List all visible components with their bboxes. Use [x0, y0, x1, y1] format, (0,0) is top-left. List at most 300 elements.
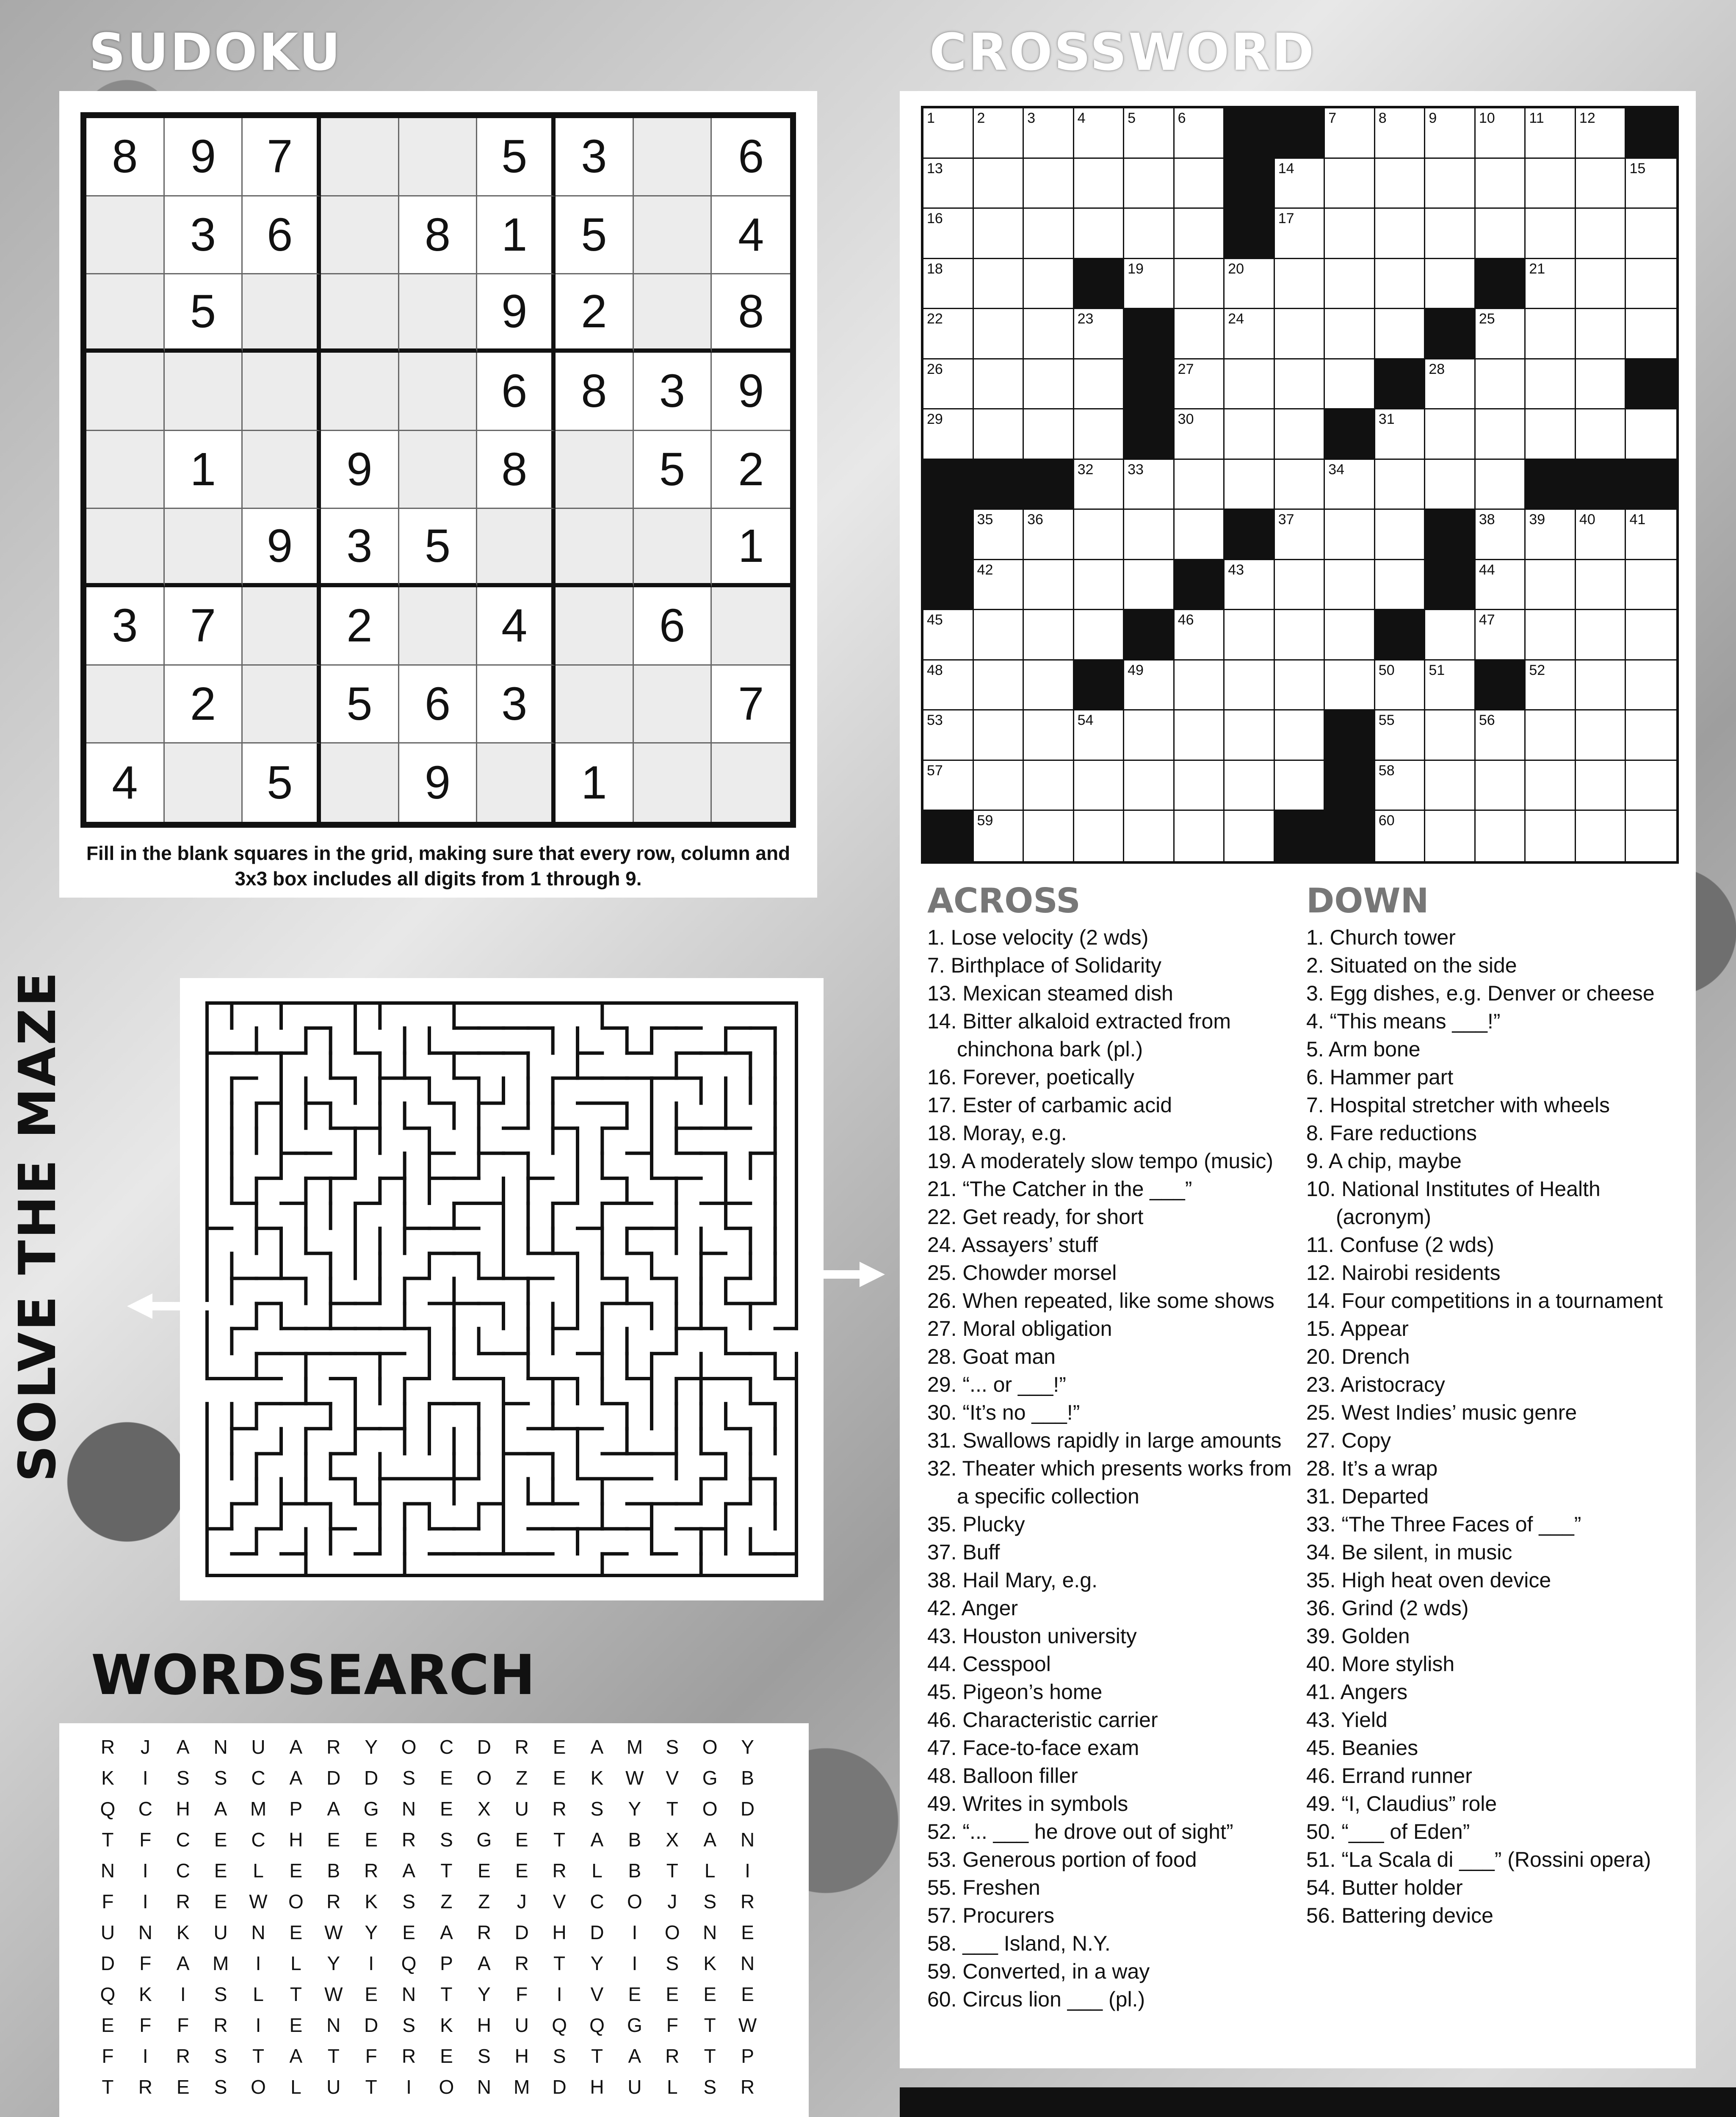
- crossword-cell[interactable]: [1225, 811, 1275, 861]
- crossword-cell[interactable]: [1124, 761, 1175, 811]
- crossword-cell[interactable]: [1024, 811, 1074, 861]
- crossword-cell[interactable]: [923, 409, 974, 460]
- wordsearch-letter[interactable]: O: [288, 1890, 304, 1912]
- wordsearch-letter[interactable]: C: [138, 1798, 152, 1820]
- crossword-cell[interactable]: [923, 710, 974, 761]
- wordsearch-letter[interactable]: S: [402, 2014, 415, 2036]
- sudoku-cell[interactable]: [556, 666, 634, 744]
- crossword-cell[interactable]: [1626, 510, 1676, 560]
- crossword-cell[interactable]: [1526, 359, 1576, 410]
- wordsearch-letter[interactable]: R: [401, 2045, 416, 2067]
- sudoku-cell[interactable]: [321, 353, 399, 431]
- sudoku-cell[interactable]: 4: [86, 743, 165, 822]
- crossword-cell[interactable]: [1175, 811, 1225, 861]
- wordsearch-letter[interactable]: F: [666, 2014, 678, 2036]
- crossword-cell[interactable]: [1526, 159, 1576, 209]
- wordsearch-letter[interactable]: I: [180, 1983, 186, 2005]
- crossword-cell[interactable]: [1476, 610, 1526, 661]
- crossword-cell[interactable]: [1375, 259, 1426, 310]
- wordsearch-letter[interactable]: E: [365, 1829, 378, 1851]
- wordsearch-letter[interactable]: V: [590, 1983, 604, 2005]
- crossword-cell[interactable]: [1024, 610, 1074, 661]
- crossword-cell[interactable]: [1175, 460, 1225, 510]
- crossword-cell[interactable]: [1576, 761, 1626, 811]
- crossword-cell[interactable]: [1425, 159, 1476, 209]
- wordsearch-letter[interactable]: U: [326, 2076, 341, 2098]
- wordsearch-letter[interactable]: D: [364, 2014, 379, 2036]
- wordsearch-letter[interactable]: T: [704, 2014, 716, 2036]
- wordsearch-letter[interactable]: W: [324, 1921, 343, 1943]
- crossword-cell[interactable]: [1024, 661, 1074, 711]
- crossword-cell[interactable]: [1024, 159, 1074, 209]
- crossword-cell[interactable]: [1175, 159, 1225, 209]
- crossword-cell[interactable]: [974, 159, 1024, 209]
- crossword-cell[interactable]: [1375, 108, 1426, 159]
- crossword-cell[interactable]: [923, 661, 974, 711]
- crossword-cell[interactable]: [1425, 661, 1476, 711]
- wordsearch-letter[interactable]: T: [290, 1983, 302, 2005]
- wordsearch-letter[interactable]: G: [363, 1798, 379, 1820]
- sudoku-cell[interactable]: [86, 353, 165, 431]
- crossword-cell[interactable]: [1526, 610, 1576, 661]
- sudoku-cell[interactable]: 9: [477, 274, 556, 353]
- wordsearch-letter[interactable]: Z: [440, 1890, 453, 1912]
- crossword-cell[interactable]: [923, 610, 974, 661]
- sudoku-cell[interactable]: [399, 274, 478, 353]
- sudoku-cell[interactable]: 4: [477, 587, 556, 666]
- wordsearch-letter[interactable]: W: [324, 1983, 343, 2005]
- crossword-cell[interactable]: [1275, 209, 1325, 259]
- crossword-cell[interactable]: [1626, 811, 1676, 861]
- crossword-cell[interactable]: [1476, 811, 1526, 861]
- wordsearch-letter[interactable]: G: [476, 1829, 492, 1851]
- wordsearch-letter[interactable]: B: [628, 1829, 641, 1851]
- wordsearch-letter[interactable]: U: [100, 1921, 115, 1943]
- wordsearch-letter[interactable]: I: [556, 1983, 562, 2005]
- wordsearch-letter[interactable]: Q: [100, 1798, 116, 1820]
- sudoku-cell[interactable]: 3: [86, 587, 165, 666]
- crossword-cell[interactable]: [1425, 359, 1476, 410]
- sudoku-cell[interactable]: 6: [399, 666, 478, 744]
- sudoku-cell[interactable]: 8: [712, 274, 790, 353]
- wordsearch-letter[interactable]: R: [401, 1829, 416, 1851]
- crossword-cell[interactable]: [974, 309, 1024, 359]
- sudoku-cell[interactable]: [634, 509, 712, 587]
- sudoku-grid[interactable]: [80, 112, 796, 828]
- wordsearch-letter[interactable]: N: [251, 1921, 265, 1943]
- wordsearch-letter[interactable]: H: [590, 2076, 604, 2098]
- wordsearch-letter[interactable]: A: [327, 1798, 340, 1820]
- wordsearch-letter[interactable]: N: [213, 1736, 228, 1758]
- wordsearch-letter[interactable]: T: [704, 2045, 716, 2067]
- crossword-cell[interactable]: [1425, 811, 1476, 861]
- wordsearch-letter[interactable]: W: [625, 1767, 644, 1789]
- crossword-cell[interactable]: [1074, 560, 1125, 611]
- crossword-cell[interactable]: [1476, 409, 1526, 460]
- wordsearch-letter[interactable]: H: [514, 2045, 529, 2067]
- crossword-cell[interactable]: [1275, 610, 1325, 661]
- wordsearch-letter[interactable]: M: [626, 1736, 643, 1758]
- crossword-cell[interactable]: [1576, 510, 1626, 560]
- crossword-cell[interactable]: [1124, 710, 1175, 761]
- crossword-cell[interactable]: [1175, 610, 1225, 661]
- sudoku-cell[interactable]: 9: [165, 118, 243, 196]
- crossword-cell[interactable]: [923, 209, 974, 259]
- wordsearch-letter[interactable]: R: [514, 1952, 529, 1974]
- crossword-cell[interactable]: [1425, 610, 1476, 661]
- wordsearch-letter[interactable]: E: [214, 1829, 227, 1851]
- wordsearch-letter[interactable]: K: [138, 1983, 152, 2005]
- sudoku-cell[interactable]: 4: [712, 196, 790, 275]
- wordsearch-letter[interactable]: Q: [100, 1983, 116, 2005]
- crossword-cell[interactable]: [1375, 560, 1426, 611]
- sudoku-cell[interactable]: [399, 431, 478, 509]
- sudoku-cell[interactable]: [477, 509, 556, 587]
- sudoku-cell[interactable]: 9: [399, 743, 478, 822]
- wordsearch-letter[interactable]: A: [590, 1736, 604, 1758]
- crossword-cell[interactable]: [1225, 409, 1275, 460]
- wordsearch-letter[interactable]: V: [553, 1890, 566, 1912]
- wordsearch-grid[interactable]: [89, 1732, 766, 2103]
- wordsearch-letter[interactable]: C: [439, 1736, 454, 1758]
- sudoku-cell[interactable]: 3: [477, 666, 556, 744]
- wordsearch-letter[interactable]: T: [553, 1829, 566, 1851]
- crossword-cell[interactable]: [974, 409, 1024, 460]
- wordsearch-letter[interactable]: K: [703, 1952, 716, 1974]
- wordsearch-letter[interactable]: I: [406, 2076, 412, 2098]
- crossword-cell[interactable]: [1476, 209, 1526, 259]
- wordsearch-letter[interactable]: K: [176, 1921, 190, 1943]
- crossword-cell[interactable]: [974, 359, 1024, 410]
- wordsearch-letter[interactable]: F: [139, 2014, 152, 2036]
- wordsearch-letter[interactable]: S: [666, 1952, 679, 1974]
- crossword-cell[interactable]: [1225, 710, 1275, 761]
- crossword-cell[interactable]: [1074, 610, 1125, 661]
- sudoku-cell[interactable]: 6: [477, 353, 556, 431]
- crossword-grid[interactable]: [921, 106, 1679, 864]
- crossword-cell[interactable]: [1325, 460, 1375, 510]
- wordsearch-letter[interactable]: R: [138, 2076, 152, 2098]
- wordsearch-letter[interactable]: E: [214, 1890, 227, 1912]
- sudoku-cell[interactable]: [399, 353, 478, 431]
- wordsearch-letter[interactable]: K: [590, 1767, 604, 1789]
- crossword-cell[interactable]: [1576, 409, 1626, 460]
- wordsearch-letter[interactable]: R: [552, 1860, 567, 1882]
- sudoku-cell[interactable]: 2: [165, 666, 243, 744]
- wordsearch-letter[interactable]: N: [740, 1829, 755, 1851]
- wordsearch-letter[interactable]: L: [253, 1983, 264, 2005]
- crossword-cell[interactable]: [1375, 811, 1426, 861]
- crossword-cell[interactable]: [1526, 811, 1576, 861]
- crossword-cell[interactable]: [1074, 309, 1125, 359]
- wordsearch-letter[interactable]: S: [402, 1767, 415, 1789]
- wordsearch-letter[interactable]: I: [142, 2045, 148, 2067]
- crossword-cell[interactable]: [974, 209, 1024, 259]
- wordsearch-letter[interactable]: E: [515, 1860, 528, 1882]
- wordsearch-letter[interactable]: E: [440, 1798, 453, 1820]
- wordsearch-letter[interactable]: C: [251, 1767, 265, 1789]
- crossword-cell[interactable]: [1225, 460, 1275, 510]
- wordsearch-letter[interactable]: G: [702, 1767, 718, 1789]
- wordsearch-letter[interactable]: P: [440, 1952, 453, 1974]
- wordsearch-letter[interactable]: C: [590, 1890, 604, 1912]
- crossword-cell[interactable]: [1024, 560, 1074, 611]
- crossword-cell[interactable]: [1175, 710, 1225, 761]
- sudoku-cell[interactable]: [399, 587, 478, 666]
- crossword-cell[interactable]: [1325, 209, 1375, 259]
- sudoku-cell[interactable]: 8: [477, 431, 556, 509]
- crossword-cell[interactable]: [1225, 259, 1275, 310]
- wordsearch-letter[interactable]: R: [100, 1736, 115, 1758]
- sudoku-cell[interactable]: 9: [243, 509, 321, 587]
- wordsearch-letter[interactable]: T: [666, 1798, 678, 1820]
- crossword-cell[interactable]: [1124, 460, 1175, 510]
- crossword-cell[interactable]: [1576, 159, 1626, 209]
- crossword-cell[interactable]: [1375, 460, 1426, 510]
- crossword-cell[interactable]: [1175, 359, 1225, 410]
- sudoku-cell[interactable]: [243, 587, 321, 666]
- wordsearch-letter[interactable]: H: [552, 1921, 567, 1943]
- sudoku-cell[interactable]: 6: [243, 196, 321, 275]
- wordsearch-letter[interactable]: W: [738, 2014, 757, 2036]
- sudoku-cell[interactable]: [556, 431, 634, 509]
- wordsearch-letter[interactable]: S: [590, 1798, 604, 1820]
- crossword-cell[interactable]: [1024, 359, 1074, 410]
- crossword-cell[interactable]: [1375, 209, 1426, 259]
- crossword-cell[interactable]: [1175, 309, 1225, 359]
- crossword-cell[interactable]: [1576, 108, 1626, 159]
- crossword-cell[interactable]: [1375, 661, 1426, 711]
- crossword-cell[interactable]: [1074, 811, 1125, 861]
- crossword-cell[interactable]: [1626, 209, 1676, 259]
- wordsearch-letter[interactable]: C: [176, 1829, 190, 1851]
- crossword-cell[interactable]: [1275, 560, 1325, 611]
- wordsearch-letter[interactable]: E: [289, 1921, 303, 1943]
- crossword-cell[interactable]: [1024, 710, 1074, 761]
- crossword-cell[interactable]: [1375, 510, 1426, 560]
- crossword-cell[interactable]: [1576, 309, 1626, 359]
- crossword-cell[interactable]: [1375, 409, 1426, 460]
- crossword-cell[interactable]: [1024, 309, 1074, 359]
- crossword-cell[interactable]: [1225, 359, 1275, 410]
- wordsearch-letter[interactable]: L: [290, 1952, 301, 1974]
- crossword-cell[interactable]: [1576, 661, 1626, 711]
- crossword-cell[interactable]: [1375, 710, 1426, 761]
- wordsearch-letter[interactable]: R: [514, 1736, 529, 1758]
- wordsearch-letter[interactable]: Y: [590, 1952, 604, 1974]
- sudoku-cell[interactable]: [634, 743, 712, 822]
- crossword-cell[interactable]: [1074, 510, 1125, 560]
- wordsearch-letter[interactable]: T: [440, 1860, 453, 1882]
- sudoku-cell[interactable]: 5: [165, 274, 243, 353]
- wordsearch-letter[interactable]: E: [402, 1921, 415, 1943]
- wordsearch-letter[interactable]: A: [402, 1860, 415, 1882]
- crossword-cell[interactable]: [1024, 259, 1074, 310]
- wordsearch-letter[interactable]: O: [476, 1767, 492, 1789]
- wordsearch-letter[interactable]: S: [402, 1890, 415, 1912]
- sudoku-cell[interactable]: 3: [556, 118, 634, 196]
- wordsearch-letter[interactable]: R: [326, 1736, 341, 1758]
- crossword-cell[interactable]: [1275, 710, 1325, 761]
- sudoku-cell[interactable]: [86, 274, 165, 353]
- sudoku-cell[interactable]: [556, 587, 634, 666]
- sudoku-cell[interactable]: 8: [399, 196, 478, 275]
- crossword-cell[interactable]: [1325, 108, 1375, 159]
- wordsearch-letter[interactable]: I: [142, 1890, 148, 1912]
- wordsearch-letter[interactable]: K: [101, 1767, 114, 1789]
- wordsearch-letter[interactable]: H: [477, 2014, 491, 2036]
- wordsearch-letter[interactable]: I: [142, 1860, 148, 1882]
- sudoku-cell[interactable]: [86, 509, 165, 587]
- wordsearch-letter[interactable]: D: [326, 1767, 341, 1789]
- crossword-cell[interactable]: [1175, 510, 1225, 560]
- crossword-cell[interactable]: [1124, 259, 1175, 310]
- wordsearch-letter[interactable]: D: [477, 1736, 491, 1758]
- wordsearch-letter[interactable]: E: [440, 2045, 453, 2067]
- wordsearch-letter[interactable]: S: [214, 1983, 227, 2005]
- crossword-cell[interactable]: [1476, 309, 1526, 359]
- sudoku-cell[interactable]: 7: [712, 666, 790, 744]
- wordsearch-letter[interactable]: R: [665, 2045, 680, 2067]
- sudoku-cell[interactable]: 1: [477, 196, 556, 275]
- sudoku-cell[interactable]: [634, 274, 712, 353]
- wordsearch-letter[interactable]: E: [666, 1983, 679, 2005]
- wordsearch-letter[interactable]: B: [327, 1860, 340, 1882]
- sudoku-cell[interactable]: 3: [634, 353, 712, 431]
- wordsearch-letter[interactable]: U: [514, 2014, 529, 2036]
- wordsearch-letter[interactable]: S: [666, 1736, 679, 1758]
- wordsearch-letter[interactable]: A: [590, 1829, 604, 1851]
- crossword-cell[interactable]: [1425, 409, 1476, 460]
- crossword-cell[interactable]: [1576, 259, 1626, 310]
- wordsearch-letter[interactable]: U: [213, 1921, 228, 1943]
- wordsearch-letter[interactable]: O: [401, 1736, 417, 1758]
- crossword-cell[interactable]: [1325, 560, 1375, 611]
- wordsearch-letter[interactable]: L: [253, 1860, 264, 1882]
- crossword-cell[interactable]: [923, 159, 974, 209]
- crossword-cell[interactable]: [1024, 209, 1074, 259]
- crossword-cell[interactable]: [1325, 309, 1375, 359]
- wordsearch-letter[interactable]: A: [176, 1736, 190, 1758]
- sudoku-cell[interactable]: [712, 587, 790, 666]
- wordsearch-letter[interactable]: R: [477, 1921, 491, 1943]
- crossword-cell[interactable]: [1526, 661, 1576, 711]
- wordsearch-letter[interactable]: E: [289, 2014, 303, 2036]
- wordsearch-letter[interactable]: R: [364, 1860, 379, 1882]
- wordsearch-letter[interactable]: T: [365, 2076, 377, 2098]
- sudoku-cell[interactable]: [165, 743, 243, 822]
- crossword-cell[interactable]: [1275, 460, 1325, 510]
- crossword-cell[interactable]: [1375, 761, 1426, 811]
- crossword-cell[interactable]: [1476, 359, 1526, 410]
- wordsearch-letter[interactable]: S: [553, 2045, 566, 2067]
- wordsearch-letter[interactable]: S: [176, 1767, 190, 1789]
- crossword-cell[interactable]: [1526, 108, 1576, 159]
- wordsearch-letter[interactable]: A: [214, 1798, 227, 1820]
- sudoku-cell[interactable]: [86, 431, 165, 509]
- wordsearch-letter[interactable]: N: [740, 1952, 755, 1974]
- sudoku-cell[interactable]: 6: [712, 118, 790, 196]
- sudoku-cell[interactable]: 7: [165, 587, 243, 666]
- wordsearch-letter[interactable]: R: [326, 1890, 341, 1912]
- crossword-cell[interactable]: [1626, 560, 1676, 611]
- wordsearch-letter[interactable]: Q: [552, 2014, 567, 2036]
- wordsearch-letter[interactable]: E: [365, 1983, 378, 2005]
- wordsearch-letter[interactable]: M: [212, 1952, 229, 1974]
- wordsearch-letter[interactable]: E: [440, 1767, 453, 1789]
- wordsearch-letter[interactable]: Y: [741, 1736, 754, 1758]
- wordsearch-letter[interactable]: E: [477, 1860, 491, 1882]
- crossword-cell[interactable]: [1325, 159, 1375, 209]
- crossword-cell[interactable]: [1325, 610, 1375, 661]
- wordsearch-letter[interactable]: A: [289, 1767, 303, 1789]
- crossword-cell[interactable]: [1175, 209, 1225, 259]
- wordsearch-letter[interactable]: E: [214, 1860, 227, 1882]
- wordsearch-letter[interactable]: A: [289, 2045, 303, 2067]
- crossword-cell[interactable]: [1576, 359, 1626, 410]
- wordsearch-letter[interactable]: I: [632, 1921, 638, 1943]
- crossword-cell[interactable]: [974, 661, 1024, 711]
- wordsearch-letter[interactable]: C: [176, 1860, 190, 1882]
- wordsearch-letter[interactable]: O: [439, 2076, 454, 2098]
- wordsearch-letter[interactable]: E: [176, 2076, 190, 2098]
- wordsearch-letter[interactable]: T: [440, 1983, 453, 2005]
- wordsearch-letter[interactable]: I: [255, 2014, 261, 2036]
- crossword-cell[interactable]: [1476, 560, 1526, 611]
- wordsearch-letter[interactable]: Q: [589, 2014, 605, 2036]
- sudoku-cell[interactable]: [477, 743, 556, 822]
- wordsearch-letter[interactable]: T: [666, 1860, 678, 1882]
- wordsearch-letter[interactable]: N: [477, 2076, 491, 2098]
- sudoku-cell[interactable]: [321, 118, 399, 196]
- wordsearch-letter[interactable]: R: [176, 2045, 190, 2067]
- wordsearch-letter[interactable]: U: [514, 1798, 529, 1820]
- crossword-cell[interactable]: [923, 108, 974, 159]
- wordsearch-letter[interactable]: I: [255, 1952, 261, 1974]
- wordsearch-letter[interactable]: V: [666, 1767, 679, 1789]
- wordsearch-letter[interactable]: F: [139, 1952, 152, 1974]
- crossword-cell[interactable]: [974, 510, 1024, 560]
- crossword-cell[interactable]: [1074, 761, 1125, 811]
- wordsearch-letter[interactable]: E: [741, 1921, 754, 1943]
- crossword-cell[interactable]: [1626, 610, 1676, 661]
- wordsearch-letter[interactable]: Y: [365, 1921, 378, 1943]
- sudoku-cell[interactable]: [634, 118, 712, 196]
- wordsearch-letter[interactable]: A: [477, 1952, 491, 1974]
- crossword-cell[interactable]: [1024, 761, 1074, 811]
- crossword-cell[interactable]: [1476, 710, 1526, 761]
- crossword-cell[interactable]: [1526, 510, 1576, 560]
- crossword-cell[interactable]: [974, 560, 1024, 611]
- wordsearch-letter[interactable]: H: [176, 1798, 190, 1820]
- crossword-cell[interactable]: [1476, 510, 1526, 560]
- crossword-cell[interactable]: [1425, 460, 1476, 510]
- crossword-cell[interactable]: [1476, 761, 1526, 811]
- crossword-cell[interactable]: [1124, 209, 1175, 259]
- wordsearch-letter[interactable]: O: [702, 1798, 718, 1820]
- crossword-cell[interactable]: [1024, 409, 1074, 460]
- wordsearch-letter[interactable]: U: [628, 2076, 642, 2098]
- sudoku-cell[interactable]: 1: [556, 743, 634, 822]
- wordsearch-letter[interactable]: Y: [365, 1736, 378, 1758]
- wordsearch-letter[interactable]: B: [741, 1767, 754, 1789]
- wordsearch-letter[interactable]: O: [627, 1890, 642, 1912]
- wordsearch-letter[interactable]: U: [251, 1736, 265, 1758]
- wordsearch-letter[interactable]: D: [364, 1767, 379, 1789]
- crossword-cell[interactable]: [1576, 560, 1626, 611]
- sudoku-cell[interactable]: 2: [321, 587, 399, 666]
- crossword-cell[interactable]: [1375, 309, 1426, 359]
